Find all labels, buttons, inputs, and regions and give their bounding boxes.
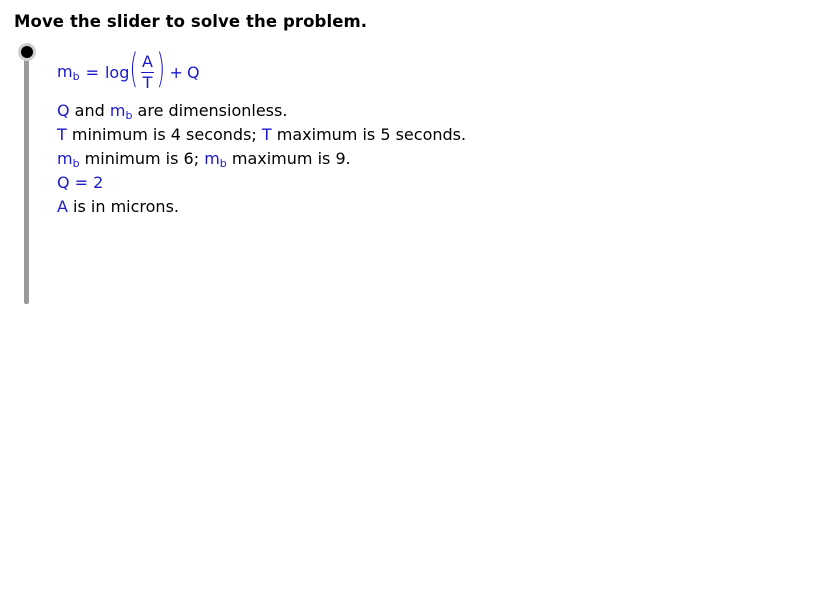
- q-value-note: [57, 173, 103, 192]
- equals-sign: =: [69, 173, 94, 192]
- text-t-max: maximum is 5 seconds.: [271, 125, 467, 144]
- q-value: 2: [93, 173, 104, 192]
- var-m: m: [57, 149, 73, 168]
- formula-plus: +: [169, 62, 183, 82]
- var-q: Q: [57, 173, 70, 192]
- formula-log: log: [104, 62, 130, 82]
- text-mb-max: maximum is 9.: [226, 149, 351, 168]
- formula-equals: =: [85, 62, 99, 82]
- left-paren: (: [129, 46, 139, 92]
- var-q: Q: [57, 101, 70, 120]
- var-mb: [110, 101, 133, 120]
- slider-track[interactable]: [24, 54, 29, 304]
- var-sub-b: b: [219, 157, 227, 170]
- text-and: and: [69, 101, 110, 120]
- fraction-denominator: T: [142, 72, 153, 92]
- text-dimensionless: are dimensionless.: [132, 101, 288, 120]
- instruction-title: Move the slider to solve the problem.: [14, 12, 368, 31]
- slider-handle[interactable]: [21, 46, 33, 58]
- var-m: m: [204, 149, 220, 168]
- formula-mb: [57, 62, 80, 83]
- formula-constant: Q: [186, 62, 200, 82]
- var-mb: [204, 149, 227, 168]
- var-sub-b: b: [72, 157, 80, 170]
- text-t-min: minimum is 4 seconds;: [66, 125, 262, 144]
- var-mb: [57, 149, 80, 168]
- var-a: A: [57, 197, 68, 216]
- fraction-numerator: A: [141, 51, 153, 71]
- text-microns: is in microns.: [67, 197, 179, 216]
- a-units-note: [57, 197, 179, 216]
- magnitude-formula: [57, 47, 200, 97]
- var-sub-b: b: [125, 109, 133, 122]
- var-t: T: [57, 125, 67, 144]
- formula-sub-b: b: [72, 69, 80, 83]
- var-t: T: [261, 125, 272, 144]
- formula-m: m: [57, 61, 73, 81]
- right-paren: ): [156, 46, 166, 92]
- fraction-a-over-t: [140, 53, 155, 92]
- text-mb-min: minimum is 6;: [79, 149, 205, 168]
- var-m: m: [109, 101, 126, 120]
- dimensionless-note: [57, 101, 287, 122]
- t-range-note: [57, 125, 466, 144]
- mb-range-note: [57, 149, 351, 170]
